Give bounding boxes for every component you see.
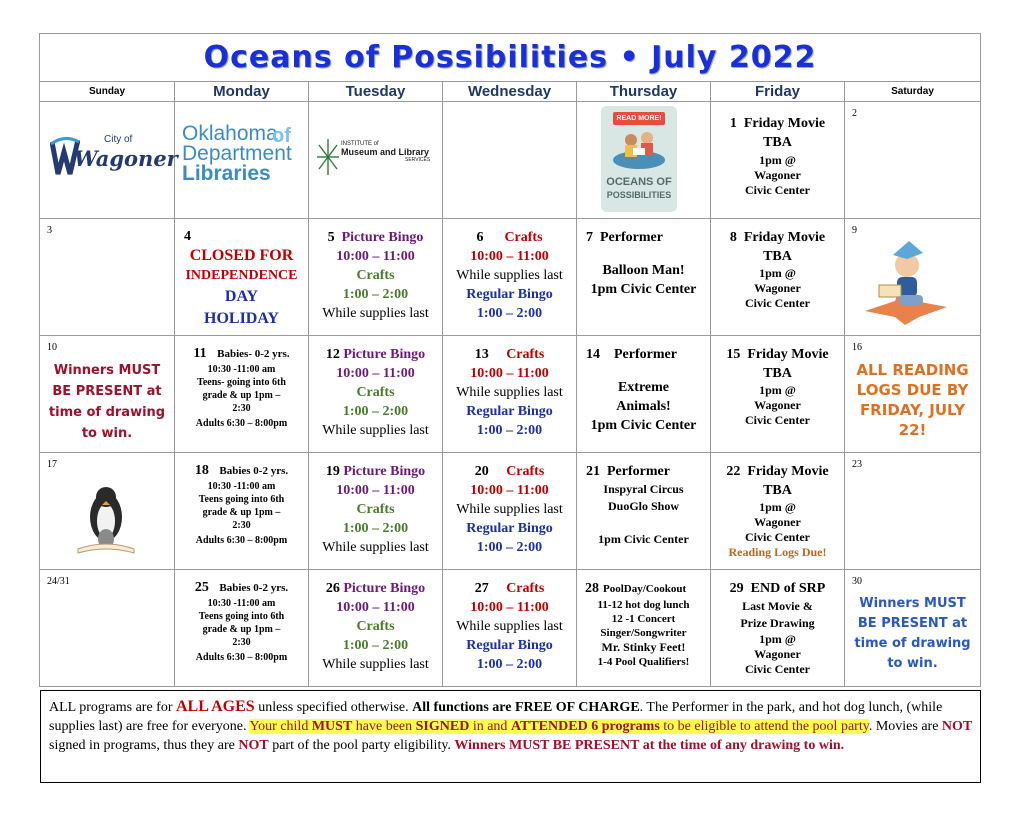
event-location-2: Civic Center (745, 530, 810, 544)
event-time-2: 1:00 – 2:00 (342, 638, 409, 653)
day-number: 2 (852, 108, 857, 119)
event-title: Picture Bingo (343, 581, 426, 596)
day-number: 7 (586, 230, 593, 245)
cell-july-15 (711, 336, 845, 453)
event-location-2: Civic Center (745, 296, 810, 310)
event-time: 10:00 – 11:00 (470, 600, 549, 615)
cell-july-4 (175, 219, 309, 336)
day-number: 1 (729, 116, 737, 131)
event-line-2: DuoGlo Show (607, 499, 680, 513)
cell-july-12 (309, 336, 443, 453)
event-crafts: Crafts (356, 268, 395, 283)
calendar-title: Oceans of Possibilities • July 2022 (203, 40, 817, 75)
babies-session: Babies- 0-2 yrs. (217, 348, 290, 360)
note-text: signed in programs, thus they are (49, 738, 239, 753)
note-all-ages: ALL AGES (175, 698, 255, 715)
teens-grade: grade & up 1pm – (202, 390, 281, 401)
event-title: Performer (614, 347, 677, 362)
event-time: 1pm @ (759, 632, 796, 646)
day-number: 5 (327, 230, 335, 245)
event-line-1: Balloon Man! (602, 263, 685, 278)
event-time: 10:00 – 11:00 (470, 366, 549, 381)
event-title: Crafts (506, 347, 545, 362)
note-highlight-text: in and (469, 719, 511, 734)
event-note: While supplies last (322, 423, 429, 438)
teens-time: 2:30 (232, 520, 251, 531)
cell-july-28 (577, 570, 711, 687)
cell-july-26 (309, 570, 443, 687)
event-title: Crafts (506, 581, 545, 596)
babies-time: 10:30 -11:00 am (207, 481, 276, 492)
teens-session: Teens going into 6th (198, 611, 285, 622)
day-number: 17 (47, 459, 57, 470)
wagoner-logo (48, 132, 178, 182)
day-header-saturday: Saturday (845, 82, 981, 102)
cell-july-19 (309, 453, 443, 570)
cell-july-24-31 (40, 570, 175, 687)
event-time: 10:00 – 11:00 (336, 483, 415, 498)
program-rules-note (40, 690, 981, 783)
day-header-wednesday: Wednesday (443, 82, 577, 102)
cell-july-8 (711, 219, 845, 336)
adults-session: Adults 6:30 – 8:00pm (195, 418, 288, 429)
event-subtitle: TBA (763, 483, 792, 498)
event-note: While supplies last (322, 306, 429, 321)
day-header-tuesday: Tuesday (309, 82, 443, 102)
cell-wagoner-logo (40, 102, 178, 219)
odl-of: of (272, 125, 291, 147)
event-crafts: Crafts (356, 385, 395, 400)
note-highlight-text: Your child (249, 719, 312, 734)
event-time: 10:00 – 11:00 (470, 483, 549, 498)
note-free-of-charge: All functions are FREE OF CHARGE (412, 700, 640, 715)
note-highlight-must: MUST (311, 719, 353, 734)
cell-july-17 (40, 453, 175, 570)
event-location-1: Wagoner (754, 647, 801, 661)
day-number: 30 (852, 576, 862, 587)
day-header-friday: Friday (711, 82, 845, 102)
cell-july-21 (577, 453, 711, 570)
event-title: Friday Movie (747, 347, 829, 362)
event-line-1: Extreme (617, 380, 670, 395)
day-number: 3 (47, 225, 52, 236)
event-title: Performer (600, 230, 663, 245)
event-title: END of SRP (750, 581, 826, 596)
oceans-line-1: OCEANS OF (606, 176, 672, 188)
note-winners-must-be-present: Winners MUST BE PRESENT at the time of any drawing to win. (454, 738, 845, 753)
day-number: 15 (726, 347, 741, 362)
day-number: 22 (726, 464, 741, 479)
event-time: 10:00 – 11:00 (470, 249, 549, 264)
cell-july-10 (40, 336, 175, 453)
event-note: While supplies last (456, 502, 563, 517)
day-number: 16 (852, 342, 862, 353)
event-title: PoolDay/Cookout (603, 583, 687, 595)
oceans-of-possibilities-logo (601, 106, 677, 212)
cell-july-30 (845, 570, 981, 687)
winners-notice: Winners MUST BE PRESENT at time of drawing to win. (48, 363, 166, 441)
cell-july-7 (577, 219, 711, 336)
day-number: 19 (325, 464, 340, 479)
cell-july-22 (711, 453, 845, 570)
note-highlight-text: to be eligible to attend the pool party (659, 719, 869, 734)
oklahoma-department-of-libraries-logo (182, 124, 292, 184)
event-line-1: 11-12 hot dog lunch (597, 599, 690, 611)
event-line-1: Inspyral Circus (603, 482, 684, 496)
event-subtitle: TBA (763, 366, 792, 381)
event-subtitle: TBA (763, 249, 792, 264)
cell-july-13 (443, 336, 577, 453)
adults-session: Adults 6:30 – 8:00pm (195, 652, 288, 663)
imls-line-3: SERVICES (405, 157, 431, 163)
event-location-1: Wagoner (754, 515, 801, 529)
cell-july-25 (175, 570, 309, 687)
event-time: 10:00 – 11:00 (336, 600, 415, 615)
odl-line-2: Department (182, 142, 292, 165)
note-not: NOT (941, 719, 973, 734)
day-number: 26 (325, 581, 340, 596)
event-title: Friday Movie (743, 230, 826, 245)
imls-line-2: Museum and Library (341, 147, 430, 157)
reading-kids-on-fish-icon (609, 126, 669, 172)
note-highlight-signed: SIGNED (415, 719, 470, 734)
reading-logs-due: Reading Logs Due! (728, 545, 827, 559)
note-text: part of the pool party eligibility (268, 738, 448, 753)
event-line-5: 1-4 Pool Qualifiers! (597, 656, 690, 668)
holiday-line-1: CLOSED FOR (189, 247, 294, 264)
note-text: . Movies are (868, 719, 942, 734)
cell-july-6 (443, 219, 577, 336)
event-time: 10:00 – 11:00 (336, 366, 415, 381)
event-note: While supplies last (322, 540, 429, 555)
teens-grade: grade & up 1pm – (202, 624, 281, 635)
day-number: 20 (474, 464, 489, 479)
day-number: 28 (585, 581, 599, 596)
day-number: 9 (852, 225, 857, 236)
cell-july-9 (845, 219, 981, 336)
cell-july-29 (711, 570, 845, 687)
event-location-2: Civic Center (745, 183, 810, 197)
cell-july-1 (711, 102, 845, 219)
note-not: NOT (238, 738, 269, 753)
event-time: 1pm @ (759, 500, 796, 514)
event-line-2: Prize Drawing (740, 616, 815, 630)
note-highlight-attended: ATTENDED 6 programs (510, 719, 660, 734)
winners-notice: Winners MUST BE PRESENT at time of drawing to win. (854, 596, 971, 671)
day-number: 8 (729, 230, 737, 245)
cell-oceans-logo (577, 102, 711, 219)
day-number: 4 (184, 229, 191, 244)
cell-odl-logo (175, 102, 309, 219)
teens-time: 2:30 (232, 637, 251, 648)
cell-july-11 (175, 336, 309, 453)
event-title: Performer (607, 464, 670, 479)
cell-july-2 (845, 102, 981, 219)
event-title: Picture Bingo (343, 464, 426, 479)
event-time-2: 1:00 – 2:00 (476, 657, 543, 672)
penguin-reading-icon (72, 473, 142, 563)
oceans-line-2: POSSIBILITIES (606, 190, 672, 200)
event-note: While supplies last (456, 385, 563, 400)
holiday-line-2: INDEPENDENCE (185, 268, 298, 283)
event-bingo: Regular Bingo (466, 404, 553, 419)
cell-july-23 (845, 453, 981, 570)
event-line-4: Mr. Stinky Feet! (601, 640, 686, 654)
event-line-3: Singer/Songwriter (600, 627, 687, 639)
event-bingo: Regular Bingo (466, 638, 553, 653)
event-time-2: 1:00 – 2:00 (476, 540, 543, 555)
event-crafts: Crafts (356, 502, 395, 517)
day-header-thursday: Thursday (577, 82, 711, 102)
cell-july-3 (40, 219, 175, 336)
holiday-line-3: DAY (224, 288, 259, 305)
note-highlight-text: have been (352, 719, 416, 734)
event-time-2: 1:00 – 2:00 (342, 404, 409, 419)
note-text: ALL programs are for (49, 700, 176, 715)
event-note: While supplies last (456, 268, 563, 283)
holiday-line-4: HOLIDAY (204, 310, 279, 327)
event-subtitle: TBA (763, 135, 792, 150)
day-number: 27 (474, 581, 489, 596)
day-number: 6 (476, 230, 484, 245)
wagoner-logo-name: Wagoner (74, 146, 178, 171)
cell-july-20 (443, 453, 577, 570)
event-bingo: Regular Bingo (466, 287, 553, 302)
event-time: 10:00 – 11:00 (336, 249, 415, 264)
event-line-3: 1pm Civic Center (590, 418, 697, 433)
day-number: 10 (47, 342, 57, 353)
event-time-2: 1:00 – 2:00 (476, 306, 543, 321)
babies-time: 10:30 -11:00 am (207, 598, 276, 609)
event-line-2: Animals! (616, 399, 671, 414)
calendar-title-cell (40, 34, 981, 82)
babies-session: Babies 0-2 yrs. (219, 582, 289, 594)
event-location-1: Wagoner (754, 281, 801, 295)
event-title: Crafts (504, 230, 543, 245)
cell-july-18 (175, 453, 309, 570)
imls-burst-icon (317, 137, 339, 177)
event-time-2: 1:00 – 2:00 (342, 521, 409, 536)
event-location-2: Civic Center (745, 413, 810, 427)
event-line-3: 1pm Civic Center (598, 532, 689, 546)
event-note: While supplies last (456, 619, 563, 634)
event-title: Friday Movie (743, 116, 826, 131)
event-line-2: 12 -1 Concert (611, 613, 676, 625)
teens-session: Teens going into 6th (198, 494, 285, 505)
babies-session: Babies 0-2 yrs. (219, 465, 289, 477)
event-crafts: Crafts (356, 619, 395, 634)
event-location-2: Civic Center (745, 662, 810, 676)
event-location-1: Wagoner (754, 398, 801, 412)
note-text: . (447, 738, 455, 753)
event-title: Picture Bingo (341, 230, 424, 245)
imls-line-1: INSTITUTE of (341, 141, 379, 147)
note-text: . The Performer in the park, and hot dog lunch, (while supplies last) are free for everyone. (49, 700, 943, 734)
cell-july-14 (577, 336, 711, 453)
cell-week1-wednesday (443, 102, 577, 219)
oceans-read-more-banner: READ MORE! (613, 112, 665, 125)
odl-line-1: Oklahoma (182, 122, 278, 145)
note-text: unless specified otherwise. (254, 700, 413, 715)
day-number: 13 (474, 347, 489, 362)
event-line-1: Last Movie & (742, 599, 813, 613)
event-time-2: 1:00 – 2:00 (342, 287, 409, 302)
event-title: Friday Movie (747, 464, 829, 479)
calendar-table (39, 33, 981, 687)
event-line-2: 1pm Civic Center (590, 282, 697, 297)
event-title: Crafts (506, 464, 545, 479)
day-number: 14 (586, 347, 600, 362)
event-title: Picture Bingo (343, 347, 426, 362)
event-time: 1pm @ (759, 266, 796, 280)
adults-session: Adults 6:30 – 8:00pm (195, 535, 288, 546)
event-time-2: 1:00 – 2:00 (476, 423, 543, 438)
wagoner-logo-city-of: City of (104, 134, 133, 145)
day-number: 11 (193, 346, 207, 361)
child-reading-on-starfish-icon (857, 231, 953, 327)
teens-grade: grade & up 1pm – (202, 507, 281, 518)
event-time: 1pm @ (759, 153, 796, 167)
cell-july-27 (443, 570, 577, 687)
cell-july-16 (845, 336, 981, 453)
day-number: 12 (325, 347, 340, 362)
day-number: 18 (194, 463, 209, 478)
cell-july-5 (309, 219, 443, 336)
reading-logs-due-notice: ALL READING LOGS DUE BY FRIDAY, JULY 22! (856, 361, 969, 439)
day-number: 23 (852, 459, 862, 470)
teens-time: 2:30 (232, 403, 251, 414)
day-number: 25 (194, 580, 209, 595)
day-number: 21 (586, 464, 600, 479)
day-header-sunday: Sunday (40, 82, 175, 102)
event-bingo: Regular Bingo (466, 521, 553, 536)
event-time: 1pm @ (759, 383, 796, 397)
babies-time: 10:30 -11:00 am (207, 364, 276, 375)
day-header-monday: Monday (175, 82, 309, 102)
teens-session: Teens- going into 6th (197, 377, 286, 388)
event-location-1: Wagoner (754, 168, 801, 182)
event-note: While supplies last (322, 657, 429, 672)
cell-imls-logo (309, 102, 443, 219)
day-number: 24/31 (47, 576, 70, 587)
odl-line-3: Libraries (182, 162, 271, 185)
day-number: 29 (729, 581, 744, 596)
